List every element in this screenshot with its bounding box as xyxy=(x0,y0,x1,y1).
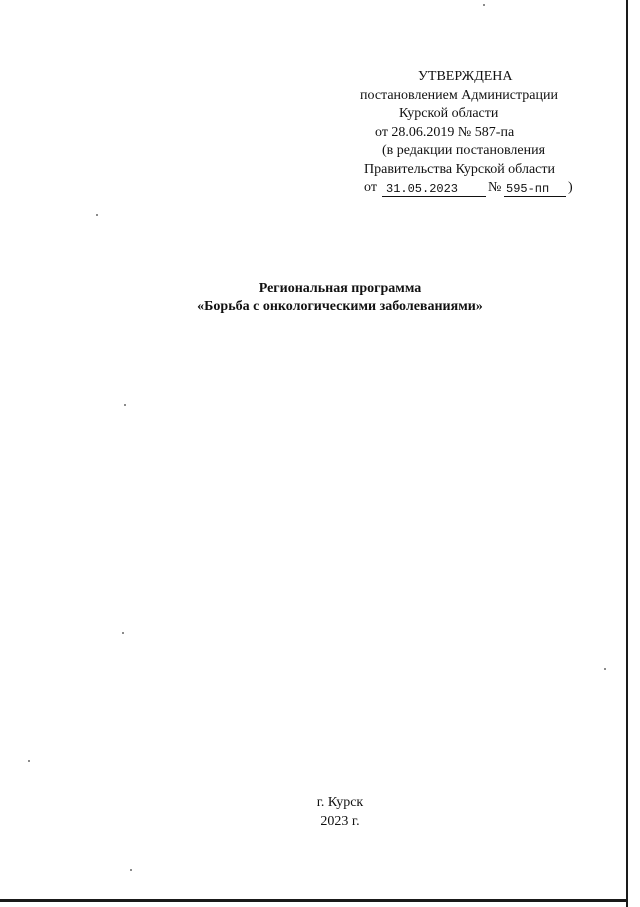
scan-speck xyxy=(604,668,606,670)
approval-stamp xyxy=(340,68,610,198)
scan-edge-right xyxy=(626,0,628,907)
number-sign: № xyxy=(488,180,502,195)
title-line-2: «Борьба с онкологическими заболеваниями» xyxy=(197,299,483,314)
scan-speck xyxy=(122,632,124,634)
decree-date-line: от 28.06.2019 № 587-па xyxy=(375,124,515,140)
edition-reference-line xyxy=(340,179,610,198)
from-prefix: от xyxy=(364,180,377,195)
edition-number: 595-пп xyxy=(506,182,550,196)
year-label: 2023 г. xyxy=(320,814,360,829)
edition-date: 31.05.2023 xyxy=(386,182,459,196)
number-underline xyxy=(504,196,566,197)
scan-speck xyxy=(28,760,30,762)
title-line-1: Региональная программа xyxy=(258,281,422,296)
approved-heading: УТВЕРЖДЕНА xyxy=(418,69,513,84)
scan-speck xyxy=(124,404,126,406)
place-and-year xyxy=(0,793,640,831)
scan-speck xyxy=(483,4,485,6)
government-line: Правительства Курской области xyxy=(364,161,555,177)
scan-speck xyxy=(130,869,132,871)
city-label: г. Курск xyxy=(316,795,364,810)
scan-edge-bottom xyxy=(0,899,628,902)
date-underline xyxy=(382,196,486,197)
edition-line: (в редакции постановления xyxy=(382,143,546,158)
close-paren: ) xyxy=(568,180,573,195)
approved-by-line: постановлением Администрации xyxy=(360,87,558,103)
region-line: Курской области xyxy=(399,106,499,121)
program-title xyxy=(0,280,640,316)
scan-speck xyxy=(96,214,98,216)
